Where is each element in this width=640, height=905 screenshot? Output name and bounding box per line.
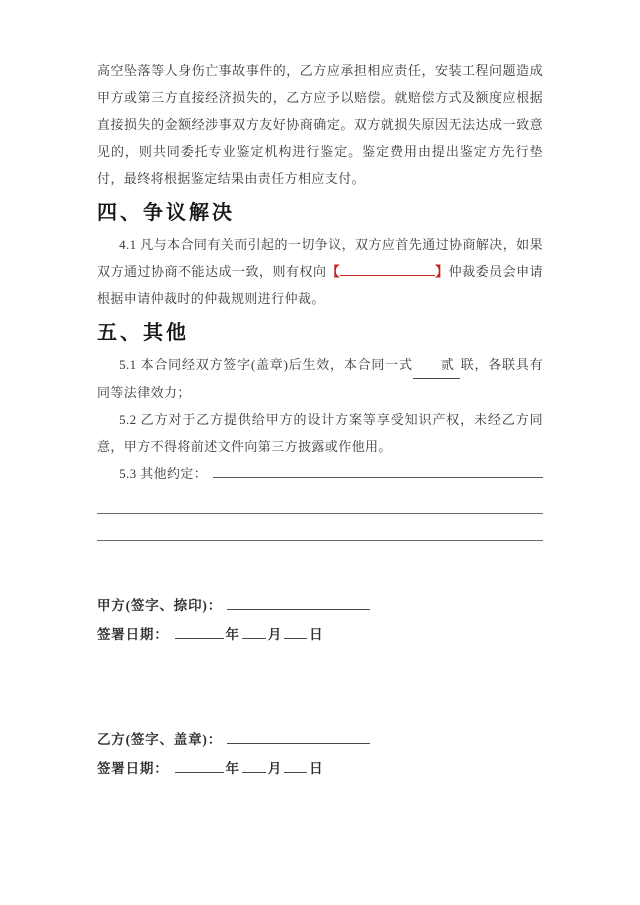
clause-5-3 <box>97 460 543 487</box>
month-label-a: 月 <box>267 627 283 642</box>
clause-5-1 <box>97 351 543 406</box>
bracket-open: 【 <box>326 264 340 279</box>
section-heading-other: 五、其他 <box>97 322 189 344</box>
clause-5-1-text-after: 联，各联具有同等法律效力； <box>97 357 543 400</box>
year-label-a: 年 <box>225 627 240 642</box>
month-label-b: 月 <box>267 761 283 776</box>
section-heading-dispute-resolution: 四、争议解决 <box>97 202 235 224</box>
day-label-b: 日 <box>309 761 324 776</box>
other-terms-label: 5.3 其他约定： <box>119 466 208 481</box>
party-b-date-label: 签署日期： <box>97 761 169 776</box>
other-terms-blank-inline <box>213 460 543 478</box>
party-a-day-blank <box>284 623 307 639</box>
spacer-before-party-a <box>97 541 543 591</box>
party-b-signature-block <box>97 725 543 783</box>
clause-4-1-text-before: 4.1 凡与本合同有关而引起的一切争议，双方应首先通过协商解决，如果双方通过协商不能达成一致，则有权向 <box>97 237 543 279</box>
party-a-date-row <box>97 620 543 649</box>
party-a-signature-block <box>97 591 543 649</box>
party-a-signature-label: 甲方(签字、捺印)： <box>97 598 222 613</box>
party-b-signature-row <box>97 725 543 754</box>
other-terms-blank-line-2 <box>97 514 543 541</box>
party-b-year-blank <box>175 757 224 773</box>
party-b-signature-label: 乙方(签字、盖章)： <box>97 732 222 747</box>
party-a-date-label: 签署日期： <box>97 627 169 642</box>
clause-5-1-text-before: 5.1 本合同经双方签字(盖章)后生效，本合同一式 <box>119 357 413 372</box>
bracket-close: 】 <box>434 264 449 279</box>
clause-4-1-text-after: 仲裁委员会申请根据申请仲裁时的仲裁规则进行仲裁。 <box>97 264 543 306</box>
liability-paragraph: 高空坠落等人身伤亡事故事件的，乙方应承担相应责任，安装工程问题造成甲方或第三方直接经济损失的，乙方应予以赔偿。就赔偿方式及额度应根据直接损失的金额经涉事双方友好协商确定。双方就损失原因无法达成一致意见的，则共同委托专业鉴定机构进行鉴定。鉴定费用由提出鉴定方先行垫付，最终将根据鉴定结果由责任方相应支付。 <box>97 63 543 186</box>
year-label-b: 年 <box>225 761 240 776</box>
party-a-signature-row <box>97 591 543 620</box>
party-b-day-blank <box>284 757 307 773</box>
clause-4-1 <box>97 231 543 312</box>
clause-5-2: 5.2 乙方对于乙方提供给甲方的设计方案等享受知识产权，未经乙方同意，甲方不得将前述文件向第三方披露或作他用。 <box>97 412 543 454</box>
party-a-year-blank <box>175 623 224 639</box>
party-b-month-blank <box>242 757 266 773</box>
spacer-before-party-b <box>97 649 543 725</box>
party-b-date-row <box>97 754 543 783</box>
party-b-signature-blank <box>227 728 370 744</box>
other-terms-blank-line-1 <box>97 487 543 514</box>
party-a-signature-blank <box>227 594 370 610</box>
party-a-month-blank <box>242 623 266 639</box>
arbitration-committee-blank <box>340 263 435 276</box>
copies-count-blank: 贰 <box>413 351 461 379</box>
day-label-a: 日 <box>309 627 324 642</box>
